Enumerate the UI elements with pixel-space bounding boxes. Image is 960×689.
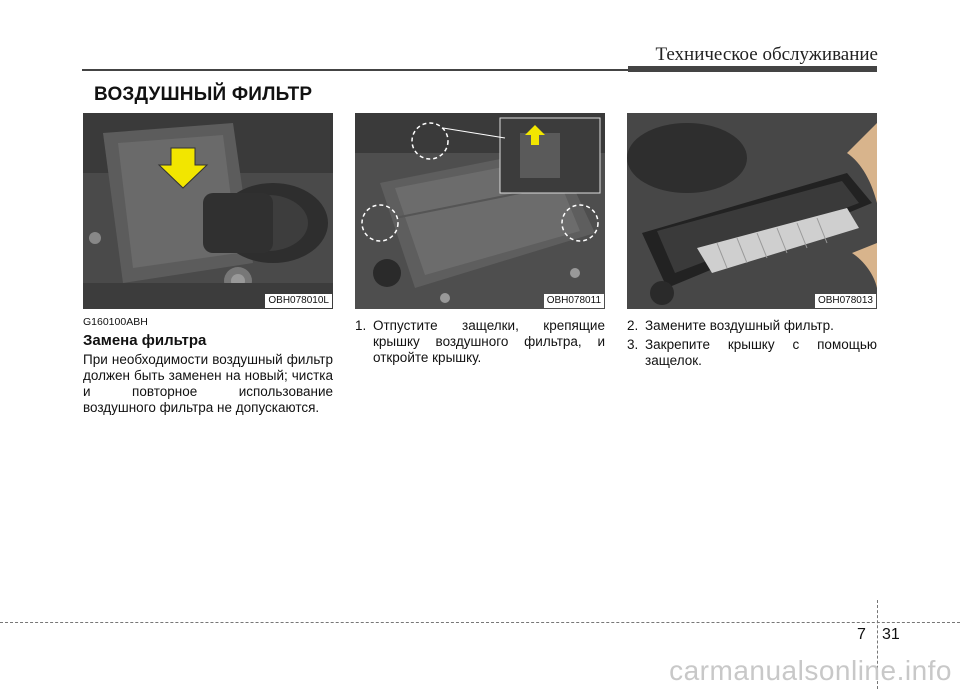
step-number: 1. bbox=[355, 318, 367, 333]
step-text: Отпустите защелки, крепящие крышку воздушного фильтра, и откройте крышку. bbox=[373, 318, 605, 365]
middle-column-steps bbox=[355, 318, 605, 369]
section-heading: ВОЗДУШНЫЙ ФИЛЬТР bbox=[94, 84, 313, 105]
figure-code: OBH078011 bbox=[544, 294, 604, 308]
right-column-steps bbox=[627, 318, 877, 372]
filter-housing-illustration bbox=[355, 113, 605, 309]
subheading: Замена фильтра bbox=[83, 332, 207, 349]
page-header-title: Техническое обслуживание bbox=[655, 44, 878, 65]
header-rule-accent bbox=[628, 66, 877, 72]
step-item bbox=[627, 318, 877, 334]
page-number: 31 bbox=[882, 626, 900, 643]
figure-code: OBH078013 bbox=[815, 294, 876, 308]
engine-bay-illustration bbox=[83, 113, 333, 309]
chapter-number: 7 bbox=[857, 626, 866, 643]
figure-engine-bay bbox=[83, 113, 333, 309]
step-number: 3. bbox=[627, 337, 639, 352]
step-text: Закрепите крышку с помощью защелок. bbox=[645, 337, 877, 368]
footer-rule bbox=[0, 622, 960, 623]
left-column-text bbox=[83, 352, 333, 416]
step-item bbox=[627, 337, 877, 369]
paragraph: При необходимости воздушный фильтр должен быть заменен на новый; чистка и повторное использование воздушного фильтра не допускаются. bbox=[83, 352, 333, 415]
figure-filter-replacement bbox=[627, 113, 877, 309]
figure-code: OBH078010L bbox=[265, 294, 332, 308]
step-number: 2. bbox=[627, 318, 639, 333]
filter-replacement-illustration bbox=[627, 113, 877, 309]
section-code: G160100ABH bbox=[83, 316, 148, 328]
step-text: Замените воздушный фильтр. bbox=[645, 318, 834, 333]
watermark: carmanualsonline.info bbox=[669, 655, 952, 686]
step-item bbox=[355, 318, 605, 366]
figure-filter-housing bbox=[355, 113, 605, 309]
